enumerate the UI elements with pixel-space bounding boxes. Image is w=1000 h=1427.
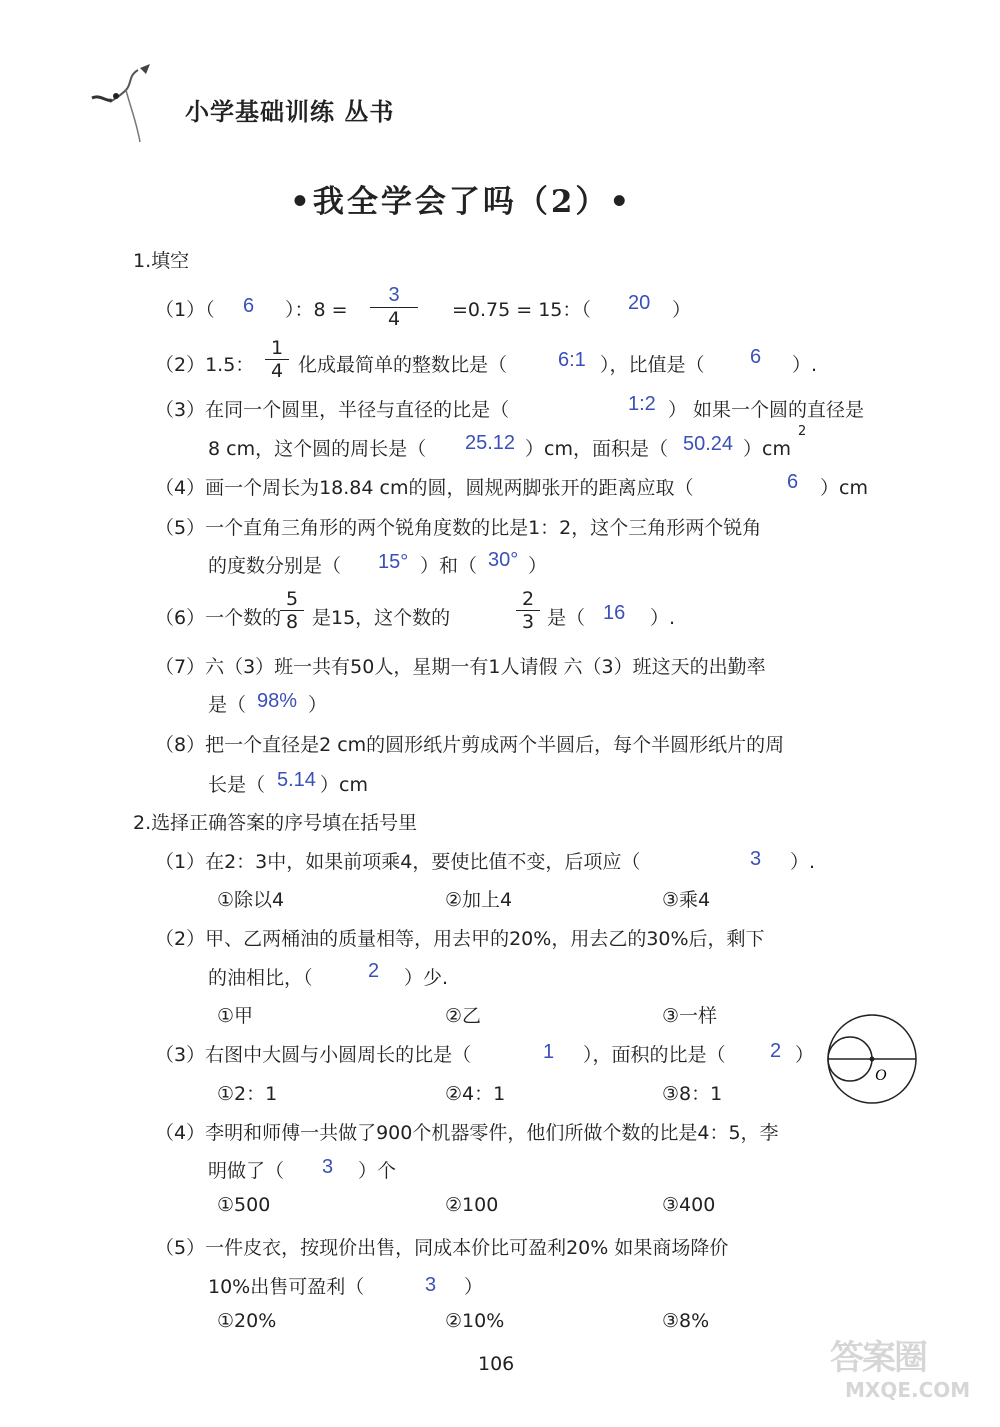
q1-5-line2a: 的度数分别是（ [208, 555, 342, 577]
page-title: •我全学会了吗（2）• [290, 184, 633, 220]
q1-6-text: 是（ [547, 607, 586, 629]
q1-3-line2a: 8 cm，这个圆的周长是（ [208, 438, 427, 460]
q1-1-eq: =0.75 = 15：（ [452, 299, 591, 321]
q1-5-line2b: ）和（ [420, 555, 478, 577]
answer-q1-2-a: 6:1 [558, 349, 586, 371]
q2-4-line1: （4）李明和师傅一共做了900个机器零件，他们所做个数的比是4：5，李 [155, 1122, 779, 1144]
q1-6-post: ）. [650, 607, 676, 629]
series-title: 小学基础训练 丛书 [185, 98, 395, 126]
center-dot [870, 1057, 875, 1062]
q2-2-line2b: ）少. [404, 967, 449, 989]
center-label: O [875, 1067, 887, 1084]
answer-q1-8: 5.14 [277, 769, 316, 791]
q1-4-post: ）cm [820, 477, 868, 499]
q1-5-line2c: ） [528, 555, 548, 577]
q2-1-post: ）. [790, 851, 816, 873]
bird-logo-icon [88, 62, 168, 152]
fraction-q1-2 [265, 337, 289, 382]
q2-2-line2a: 的油相比，（ [208, 967, 313, 989]
q1-5-line1: （5）一个直角三角形的两个锐角度数的比是1：2，这个三角形两个锐角 [155, 517, 762, 539]
fraction-den: 4 [387, 308, 401, 330]
answer-q2-1: 3 [750, 848, 762, 870]
answer-q1-7: 98% [257, 690, 298, 712]
answer-q1-3-a: 1:2 [628, 393, 656, 415]
q1-3-line2c: ）cm [743, 438, 791, 460]
option-3: ③一样 [662, 1005, 718, 1027]
section1-heading: 1.填空 [133, 250, 190, 272]
q1-2-mid: ），比值是（ [600, 354, 705, 376]
q2-3-post: ） [795, 1044, 815, 1066]
q2-1-text: （1）在2：3中，如果前项乘4，要使比值不变，后项应（ [155, 851, 641, 873]
watermark-url: MXQE.COM [845, 1378, 971, 1402]
superscript-2: 2 [798, 424, 807, 439]
q1-2-text: 化成最简单的整数比是（ [298, 354, 508, 376]
q2-5-line2a: 10%出售可盈利（ [208, 1276, 365, 1298]
answer-q1-3-c: 50.24 [683, 433, 734, 455]
answer-q1-4: 6 [787, 471, 799, 493]
answer-q2-5: 3 [425, 1274, 437, 1296]
answer-q1-5-a: 15° [378, 551, 409, 573]
fraction-q1-6-b [516, 588, 540, 633]
q2-3-text: （3）右图中大圆与小圆周长的比是（ [155, 1044, 472, 1066]
answer-q1-2-b: 6 [750, 346, 762, 368]
q1-7-line2a: 是（ [208, 694, 247, 716]
answer-q2-2: 2 [368, 960, 380, 982]
answer-q2-4: 3 [322, 1156, 334, 1178]
page-number: 106 [478, 1353, 515, 1375]
option-3: ③8：1 [662, 1083, 723, 1105]
option-3: ③8% [662, 1310, 710, 1332]
fraction-den: 4 [270, 360, 284, 382]
watermark-logo: 答案圈 [830, 1338, 926, 1378]
option-2: ②加上4 [445, 889, 513, 911]
q1-6-pre: （6）一个数的 [155, 607, 282, 629]
answer-q1-1-a: 6 [243, 295, 255, 317]
q1-2-post: ）. [792, 354, 818, 376]
option-1: ①500 [217, 1194, 271, 1216]
q2-5-line2b: ） [464, 1276, 484, 1298]
section2-heading: 2.选择正确答案的序号填在括号里 [133, 812, 418, 834]
q2-3-mid: ），面积的比是（ [583, 1044, 726, 1066]
answer-q1-3-b: 25.12 [465, 432, 516, 454]
answer-q2-3-b: 2 [770, 1040, 782, 1062]
option-3: ③乘4 [662, 889, 711, 911]
option-1: ①除以4 [217, 889, 285, 911]
option-1: ①20% [217, 1310, 277, 1332]
fraction-q1-1 [370, 284, 418, 330]
option-1: ①2：1 [217, 1083, 278, 1105]
option-1: ①甲 [217, 1005, 254, 1027]
option-2: ②乙 [445, 1005, 482, 1027]
q1-8-line2a: 长是（ [208, 774, 266, 796]
q1-2-pre: （2）1.5： [155, 354, 255, 376]
q1-4-text: （4）画一个周长为18.84 cm的圆，圆规两脚张开的距离应取（ [155, 477, 694, 499]
q1-3-line2b: ）cm，面积是（ [525, 438, 668, 460]
fraction-num: 2 [516, 588, 540, 611]
fraction-num: 5 [280, 588, 304, 611]
fraction-den: 3 [521, 611, 535, 633]
q1-1-post: ） [672, 299, 692, 321]
q2-4-line2b: ）个 [358, 1160, 397, 1182]
q1-3-line1b: ） 如果一个圆的直径是 [668, 399, 865, 421]
q1-7-line1: （7）六（3）班一共有50人，星期一有1人请假 六（3）班这天的出勤率 [155, 656, 766, 678]
q2-2-line1: （2）甲、乙两桶油的质量相等，用去甲的20%，用去乙的30%后，剩下 [155, 928, 765, 950]
answer-q1-1-num: 3 [370, 284, 418, 308]
fraction-den: 8 [285, 611, 299, 633]
answer-q1-6: 16 [603, 602, 626, 624]
circles-diagram [825, 1012, 920, 1107]
q1-1: （1）（ [155, 299, 215, 321]
q2-4-line2a: 明做了（ [208, 1160, 285, 1182]
q1-8-line1: （8）把一个直径是2 cm的圆形纸片剪成两个半圆后，每个半圆形纸片的周 [155, 734, 785, 756]
q1-1-mid: ）：8 = [285, 299, 348, 321]
answer-q2-3-a: 1 [543, 1041, 555, 1063]
fraction-q1-6-a [280, 588, 304, 633]
answer-q1-1-b: 20 [628, 292, 651, 314]
fraction-num: 1 [265, 337, 289, 360]
option-2: ②100 [445, 1194, 499, 1216]
q1-7-line2b: ） [308, 694, 328, 716]
q1-8-line2b: ）cm [320, 774, 368, 796]
answer-q1-5-b: 30° [488, 549, 519, 571]
option-2: ②10% [445, 1310, 505, 1332]
option-2: ②4：1 [445, 1083, 506, 1105]
q2-5-line1: （5）一件皮衣，按现价出售，同成本价比可盈利20% 如果商场降价 [155, 1237, 729, 1259]
q1-6-mid: 是15，这个数的 [312, 607, 451, 629]
option-3: ③400 [662, 1194, 716, 1216]
q1-3-line1: （3）在同一个圆里，半径与直径的比是（ [155, 399, 510, 421]
